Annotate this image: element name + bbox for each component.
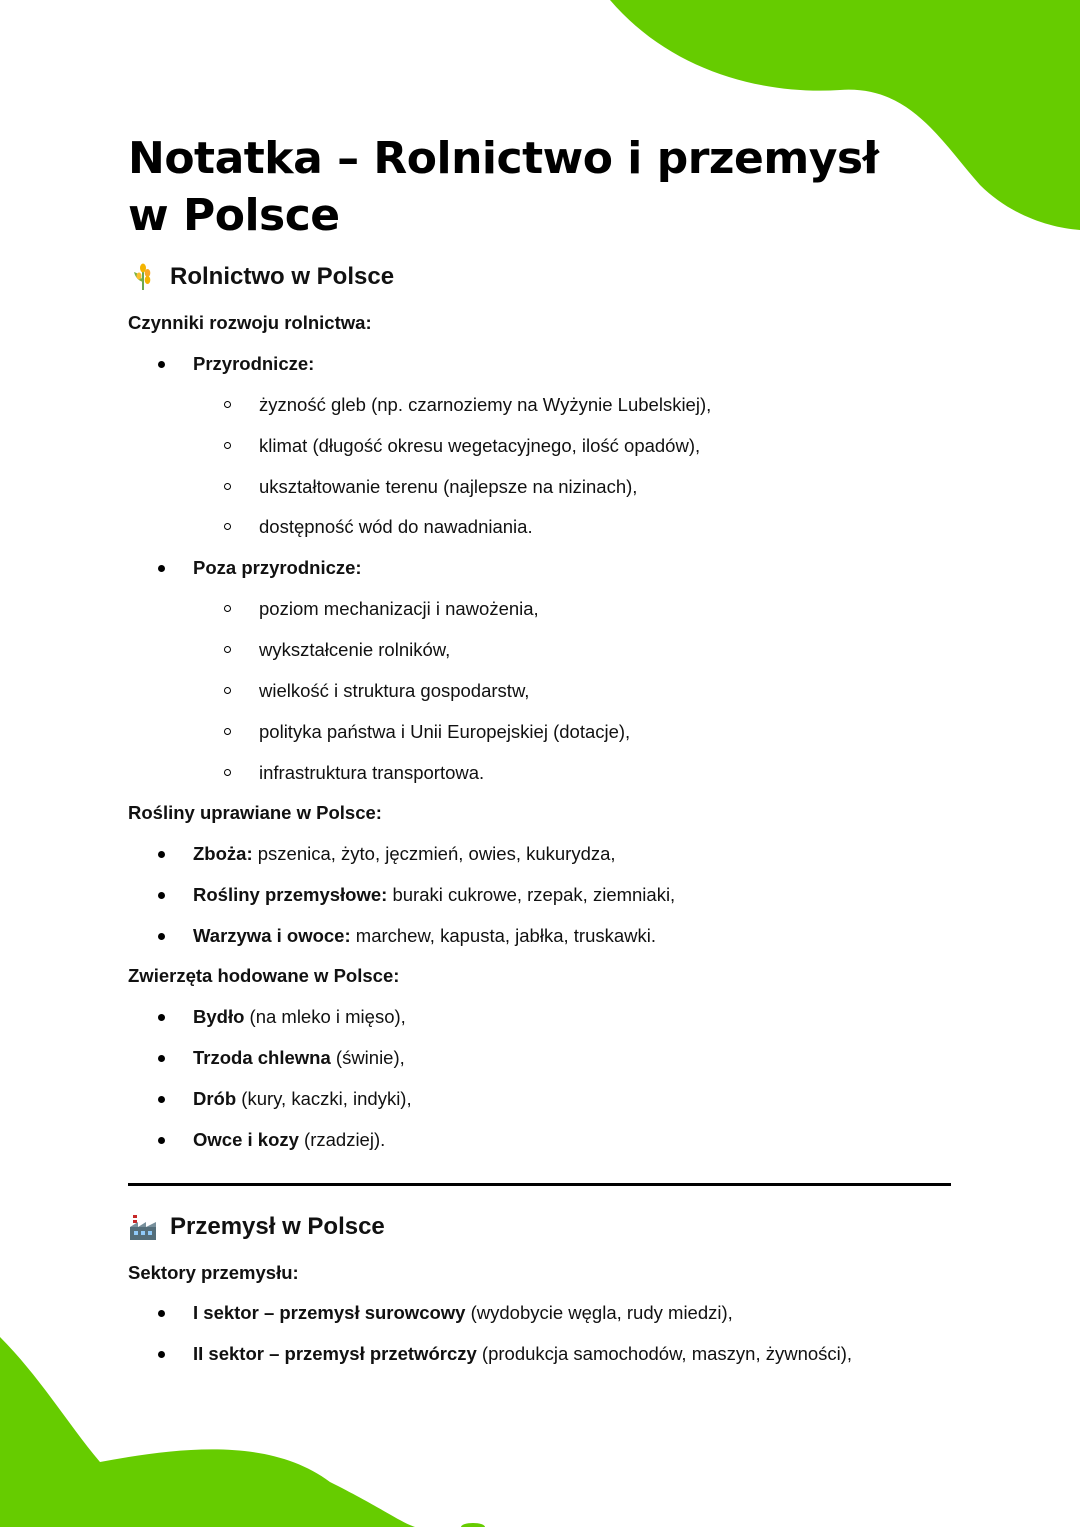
list-item: Warzywa i owoce: marchew, kapusta, jabłka, truskawki. xyxy=(128,924,656,948)
list-item: Trzoda chlewna (świnie), xyxy=(128,1046,405,1070)
list-subitem: żyzność gleb (np. czarnoziemy na Wyżynie Lubelskiej), xyxy=(128,393,711,417)
list-item: Owce i kozy (rzadziej). xyxy=(128,1128,385,1152)
bullet-dot xyxy=(158,1014,165,1021)
bullet-ring xyxy=(224,728,231,735)
factors-heading: Czynniki rozwoju rolnictwa: xyxy=(128,312,372,333)
list-item: I sektor – przemysł surowcowy (wydobycie węgla, rudy miedzi), xyxy=(128,1301,733,1325)
sectors-heading: Sektory przemysłu: xyxy=(128,1262,299,1283)
list-subitem: wykształcenie rolników, xyxy=(128,638,450,662)
list-subitem: wielkość i struktura gospodarstw, xyxy=(128,679,529,703)
bullet-dot xyxy=(158,1351,165,1358)
bullet-ring xyxy=(224,769,231,776)
factory-icon xyxy=(128,1212,158,1242)
section-divider xyxy=(128,1183,951,1186)
list-subitem: polityka państwa i Unii Europejskiej (dotacje), xyxy=(128,720,630,744)
list-item: Drób (kury, kaczki, indyki), xyxy=(128,1087,412,1111)
list-item: II sektor – przemysł przetwórczy (produkcja samochodów, maszyn, żywności), xyxy=(128,1342,852,1366)
bullet-ring xyxy=(224,687,231,694)
section-heading-text: Przemysł w Polsce xyxy=(170,1213,385,1240)
bullet-dot xyxy=(158,1137,165,1144)
bullet-ring xyxy=(224,646,231,653)
bullet-dot xyxy=(158,1310,165,1317)
bullet-dot xyxy=(158,565,165,572)
list-subitem: infrastruktura transportowa. xyxy=(128,761,484,785)
page-title: Notatka – Rolnictwo i przemysł w Polsce xyxy=(128,133,879,241)
list-item: Zboża: pszenica, żyto, jęczmień, owies, kukurydza, xyxy=(128,842,616,866)
animals-heading: Zwierzęta hodowane w Polsce: xyxy=(128,965,400,986)
bullet-dot xyxy=(158,1055,165,1062)
bullet-ring xyxy=(224,401,231,408)
section-heading-text: Rolnictwo w Polsce xyxy=(170,263,395,290)
bullet-dot xyxy=(158,892,165,899)
bullet-dot xyxy=(158,1096,165,1103)
list-item: Bydło (na mleko i mięso), xyxy=(128,1005,406,1029)
bullet-dot xyxy=(158,361,165,368)
list-subitem: klimat (długość okresu wegetacyjnego, ilość opadów), xyxy=(128,434,700,458)
list-item: Poza przyrodnicze: xyxy=(128,556,362,580)
bullet-ring xyxy=(224,605,231,612)
bullet-dot xyxy=(158,851,165,858)
plants-heading: Rośliny uprawiane w Polsce: xyxy=(128,802,382,823)
list-item: Rośliny przemysłowe: buraki cukrowe, rzepak, ziemniaki, xyxy=(128,883,675,907)
wheat-icon xyxy=(128,262,158,292)
list-item: Przyrodnicze: xyxy=(128,352,314,376)
bullet-ring xyxy=(224,442,231,449)
bullet-dot xyxy=(158,933,165,940)
list-subitem: poziom mechanizacji i nawożenia, xyxy=(128,597,539,621)
bullet-ring xyxy=(224,523,231,530)
section-heading-industry xyxy=(128,1212,385,1242)
bullet-ring xyxy=(224,483,231,490)
section-heading-agriculture xyxy=(128,262,394,292)
list-subitem: dostępność wód do nawadniania. xyxy=(128,515,533,539)
list-subitem: ukształtowanie terenu (najlepsze na nizinach), xyxy=(128,475,637,499)
